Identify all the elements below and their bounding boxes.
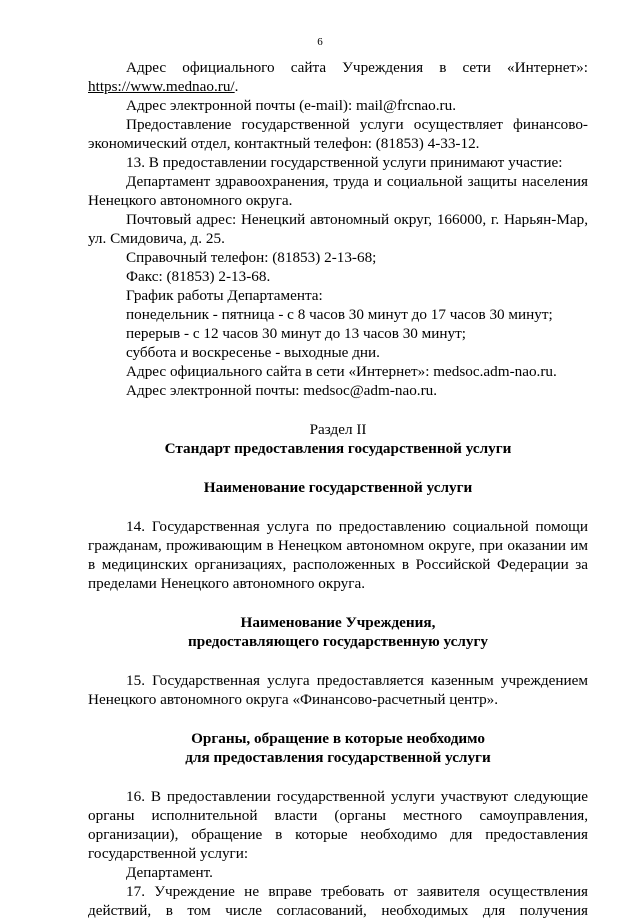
schedule-break: перерыв - с 12 часов 30 минут до 13 часов 30 минут; xyxy=(126,325,466,342)
heading-institution-line1: Наименование Учреждения, xyxy=(240,614,436,631)
item15-paragraph: 15. Государственная услуга предоставляется казенным учреждением Ненецкого автономного округа «Финансово-расчетный центр». xyxy=(88,672,588,708)
section-subtitle: Стандарт предоставления государственной услуги xyxy=(164,440,512,457)
department-email-line: Адрес электронной почты: medsoc@adm-nao.ru. xyxy=(126,382,438,399)
heading-bodies-line2: для предоставления государственной услуги xyxy=(185,749,491,766)
heading-institution-line2: предоставляющего государственную услугу xyxy=(188,633,488,650)
department-paragraph: Департамент здравоохранения, труда и социальной защиты населения Ненецкого автономного округа. xyxy=(88,173,588,209)
schedule-heading: График работы Департамента: xyxy=(126,287,323,304)
schedule-weekend: суббота и воскресенье - выходные дни. xyxy=(126,344,380,361)
site-url-tail: . xyxy=(234,78,239,95)
item16-paragraph: 16. В предоставлении государственной услуги участвуют следующие органы исполнительной власти (органы местного самоуправления, организации), обращение в которые необходимо для предоставления государственной услуги: xyxy=(88,788,588,862)
department-site-line: Адрес официального сайта в сети «Интернет»: medsoc.adm-nao.ru. xyxy=(126,363,557,380)
heading-service-name: Наименование государственной услуги xyxy=(203,479,473,496)
provision-paragraph: Предоставление государственной услуги осуществляет финансово-экономический отдел, контактный телефон: (81853) 4-33-12. xyxy=(88,116,588,152)
page-number: 6 xyxy=(317,36,323,48)
item17-paragraph: 17. Учреждение не вправе требовать от заявителя осуществления действий, в том числе согласований, необходимых для получения xyxy=(88,883,588,919)
site-label: Адрес официального сайта Учреждения в сети «Интернет»: xyxy=(126,59,588,76)
item16-department: Департамент. xyxy=(126,864,213,881)
body-text xyxy=(88,58,588,920)
item13-heading: 13. В предоставлении государственной услуги принимают участие: xyxy=(126,154,563,171)
email-line: Адрес электронной почты (e-mail): mail@frcnao.ru. xyxy=(126,97,457,114)
fax-line: Факс: (81853) 2-13-68. xyxy=(126,268,271,285)
item14-paragraph: 14. Государственная услуга по предоставлению социальной помощи гражданам, проживающим в Ненецком автономном округе, при оказании им в медицинских организациях, расположенных в Российской Федерации за пределами Ненецкого автономного округа. xyxy=(88,518,588,592)
site-link[interactable]: https://www.mednao.ru/ xyxy=(88,78,235,95)
site-paragraph xyxy=(88,58,588,96)
phone-line: Справочный телефон: (81853) 2-13-68; xyxy=(126,249,377,266)
schedule-weekdays: понедельник - пятница - с 8 часов 30 минут до 17 часов 30 минут; xyxy=(126,306,553,323)
section-title: Раздел II xyxy=(309,421,367,438)
heading-bodies-line1: Органы, обращение в которые необходимо xyxy=(191,730,485,747)
address-paragraph: Почтовый адрес: Ненецкий автономный округ, 166000, г. Нарьян-Мар, ул. Смидовича, д. 25. xyxy=(88,211,588,247)
